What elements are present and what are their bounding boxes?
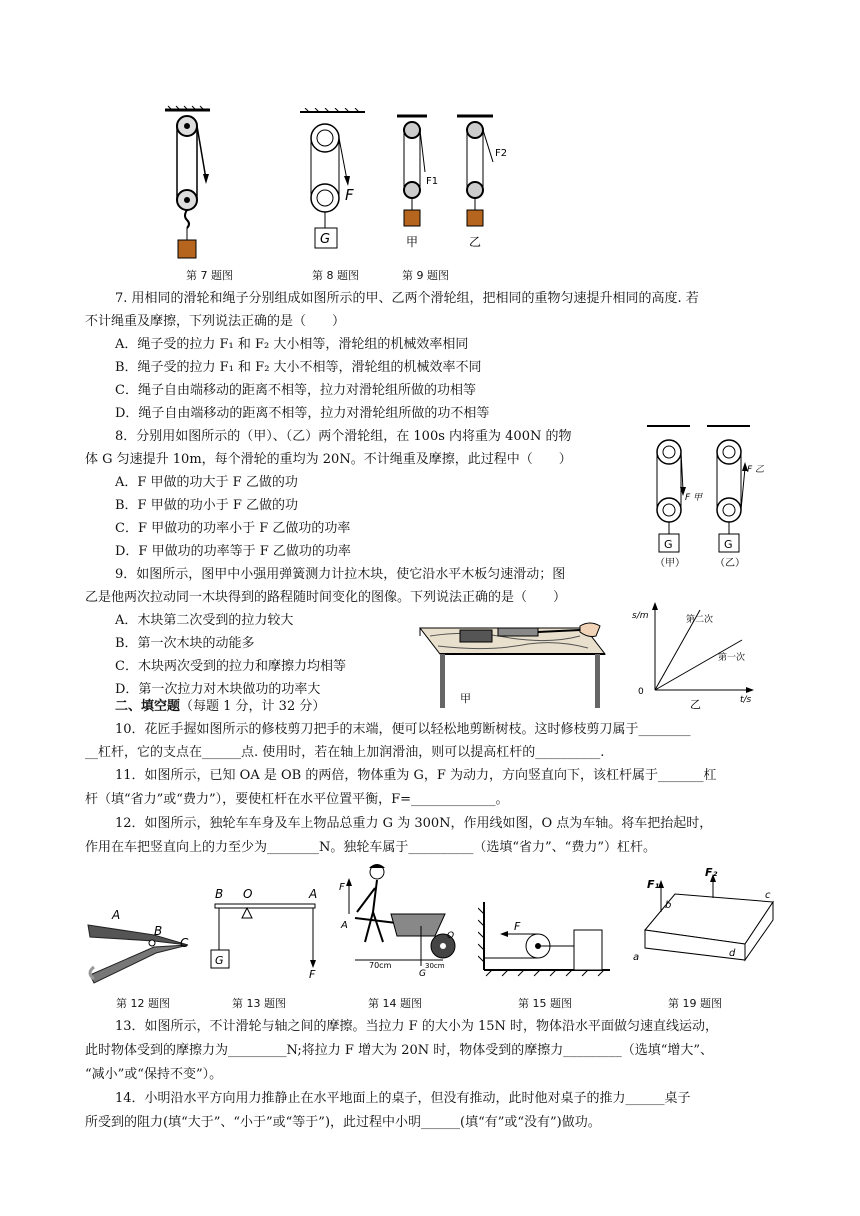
q9-graph-y-label: s/m [632, 611, 649, 621]
fig14-label-o: O [447, 931, 455, 941]
q7-option-d: D．绳子自由端移动的距离不相等，拉力对滑轮组所做的功不相等 [115, 406, 490, 421]
q8-fig-jia-label: （甲） [655, 558, 685, 569]
fig14-label-g: G [419, 969, 426, 979]
q9-graph-x-label: t/s [740, 695, 752, 705]
q9-option-a: A．木块第二次受到的拉力较大 [115, 613, 294, 628]
q8-block-jia: G [664, 538, 673, 551]
q9-option-d: D．第一次拉力对木块做功的功率大 [115, 682, 321, 697]
q9-distance-time-graph [630, 600, 760, 712]
fig14-caption: 第 14 题图 [368, 997, 422, 1010]
fig12-label-a: A [112, 908, 121, 922]
fig15-label-f: F [514, 920, 521, 933]
section2-header [115, 698, 325, 716]
fig19-label-b: b [665, 900, 672, 911]
fig13-label-f: F [309, 968, 316, 980]
fig14-label-30cm: 30cm [425, 962, 445, 970]
q9-table-figure [410, 606, 620, 710]
q9-stem-line1: 9．如图所示，图甲中小强用弹簧测力计拉木块，使它沿水平木板匀速滑动；图 [115, 567, 566, 582]
fig19-label-a: a [633, 952, 640, 963]
fig7-pulley-diagram [160, 104, 220, 264]
q9-line1-label: 第一次 [718, 653, 746, 663]
q8-fig-yi-label: （乙） [715, 558, 745, 569]
q9-option-c: C．木块两次受到的拉力和摩擦力均相等 [115, 659, 346, 674]
q9-fig-yi-label: 乙 [690, 698, 701, 711]
fig19-label-c: c [765, 890, 771, 901]
q10-line2: __杠杆，它的支点在______点. 使用时，若在轴上加润滑油，则可以提高杠杆的__________. [85, 745, 605, 760]
fig9-yi-label: 乙 [469, 235, 482, 249]
fig13-label-b: B [215, 887, 224, 901]
section2-note: （每题 1 分，计 32 分） [180, 699, 326, 714]
q8-block-yi: G [724, 538, 733, 551]
q8-stem-line2: 体 G 匀速提升 10m，每个滑轮的重均为 20N。不计绳重及摩擦，此过程中（ ） [85, 452, 572, 467]
q10-line1: 10．花匠手握如图所示的修枝剪刀把手的末端，便可以轻松地剪断树枝。这时修枝剪刀属于________ [115, 722, 691, 737]
q8-f-jia-label: F 甲 [685, 493, 703, 503]
fig12-label-b: B [154, 924, 163, 938]
q11-line1: 11．如图所示，已知 OA 是 OB 的两倍，物体重为 G，F 为动力，方向竖直向下，该杠杆属于_______杠 [115, 768, 717, 783]
q13-line3: “减小”或“保持不变”）。 [85, 1067, 223, 1082]
fig13-lever [205, 880, 325, 980]
fig19-box-forces [625, 868, 780, 980]
q14-line1: 14．小明沿水平方向用力推静止在水平地面上的桌子，但没有推动，此时他对桌子的推力______桌子 [115, 1091, 691, 1106]
fig12-caption: 第 12 题图 [116, 997, 170, 1010]
fig19-label-f1: F₁ [647, 878, 660, 891]
q13-line2: 此时物体受到的摩擦力为_________N;将拉力 F 增大为 20N 时，物体受到的摩擦力_________（选填“增大”、 [85, 1043, 714, 1058]
fig13-label-g: G [215, 954, 224, 967]
q7-option-b: B．绳子受的拉力 F₁ 和 F₂ 大小不相等，滑轮组的机械效率不同 [115, 360, 482, 375]
fig9-f2-label: F2 [495, 148, 508, 159]
q14-line2: 所受到的阻力(填“大于”、“小于”或“等于”)，此过程中小明______(填“有”或“没有”)做功。 [85, 1115, 601, 1130]
q8-pulley-diagram [645, 420, 775, 572]
fig7-caption: 第 7 题图 [186, 269, 233, 282]
fig9-f1-label: F1 [426, 176, 439, 187]
q8-f-yi-label: F 乙 [747, 465, 765, 475]
q13-line1: 13．如图所示，不计滑轮与轴之间的摩擦。当拉力 F 的大小为 15N 时，物体沿水平面做匀速直线运动， [115, 1019, 719, 1034]
fig13-caption: 第 13 题图 [232, 997, 286, 1010]
fig8-caption: 第 8 题图 [312, 269, 359, 282]
fig15-caption: 第 15 题图 [518, 997, 572, 1010]
q9-stem-line2: 乙是他两次拉动同一木块得到的路程随时间变化的图像。下列说法正确的是（ ） [85, 590, 567, 605]
fig14-label-f: F [339, 882, 345, 893]
fig13-label-o: O [243, 887, 253, 901]
fig14-label-70cm: 70cm [369, 961, 392, 970]
fig15-pulley-box [478, 898, 618, 980]
q9-fig-jia-label: 甲 [460, 692, 471, 705]
q7-option-a: A．绳子受的拉力 F₁ 和 F₂ 大小相等，滑轮组的机械效率相同 [115, 337, 469, 352]
fig19-label-f2: F₂ [705, 868, 718, 879]
q8-option-a: A．F 甲做的功大于 F 乙做的功 [115, 475, 298, 490]
q8-stem-line1: 8．分别用如图所示的（甲）、（乙）两个滑轮组，在 100s 内将重为 400N 的物 [115, 429, 572, 444]
q7-stem-line2: 不计绳重及摩擦，下列说法正确的是（ ） [85, 314, 346, 329]
q8-option-d: D．F 甲做功的功率等于 F 乙做功的功率 [115, 544, 351, 559]
fig8-block-label: G [320, 232, 331, 247]
fig13-label-a: A [309, 887, 318, 901]
q8-option-c: C．F 甲做功的功率小于 F 乙做功的功率 [115, 521, 351, 536]
fig19-caption: 第 19 题图 [668, 997, 722, 1010]
section2-title: 二、填空题 [115, 699, 181, 714]
fig9-jia-label: 甲 [406, 235, 419, 249]
q7-stem-line1: 7. 用相同的滑轮和绳子分别组成如图所示的甲、乙两个滑轮组，把相同的重物匀速提升相同的高度. 若 [115, 291, 699, 306]
q11-line2: 杆（填“省力”或“费力”），要使杠杆在水平位置平衡，F=_____________。 [85, 792, 509, 807]
q12-line1: 12．如图所示，独轮车车身及车上物品总重力 G 为 300N，作用线如图，O 点为车轴。将车把抬起时， [115, 816, 713, 831]
fig12-label-c: C [180, 936, 189, 950]
fig14-label-a: A [341, 920, 348, 931]
fig8-force-label: F [345, 186, 354, 204]
q9-option-b: B．第一次木块的动能多 [115, 636, 255, 651]
fig12-scissors [84, 905, 204, 985]
q7-option-c: C．绳子自由端移动的距离不相等，拉力对滑轮组所做的功相等 [115, 383, 476, 398]
fig9-caption: 第 9 题图 [402, 269, 449, 282]
q9-graph-origin: 0 [638, 687, 644, 697]
fig14-wheelbarrow [335, 862, 465, 980]
fig8-pulley-diagram [295, 108, 375, 258]
q9-line2-label: 第二次 [686, 615, 714, 625]
q8-option-b: B．F 甲做的功小于 F 乙做的功 [115, 498, 298, 513]
fig19-label-d: d [729, 948, 736, 959]
fig9-pulley-diagram [395, 112, 520, 262]
q12-line2: 作用在车把竖直向上的力至少为________N。独轮车属于__________（选填“省力”、“费力”）杠杆。 [85, 840, 656, 855]
